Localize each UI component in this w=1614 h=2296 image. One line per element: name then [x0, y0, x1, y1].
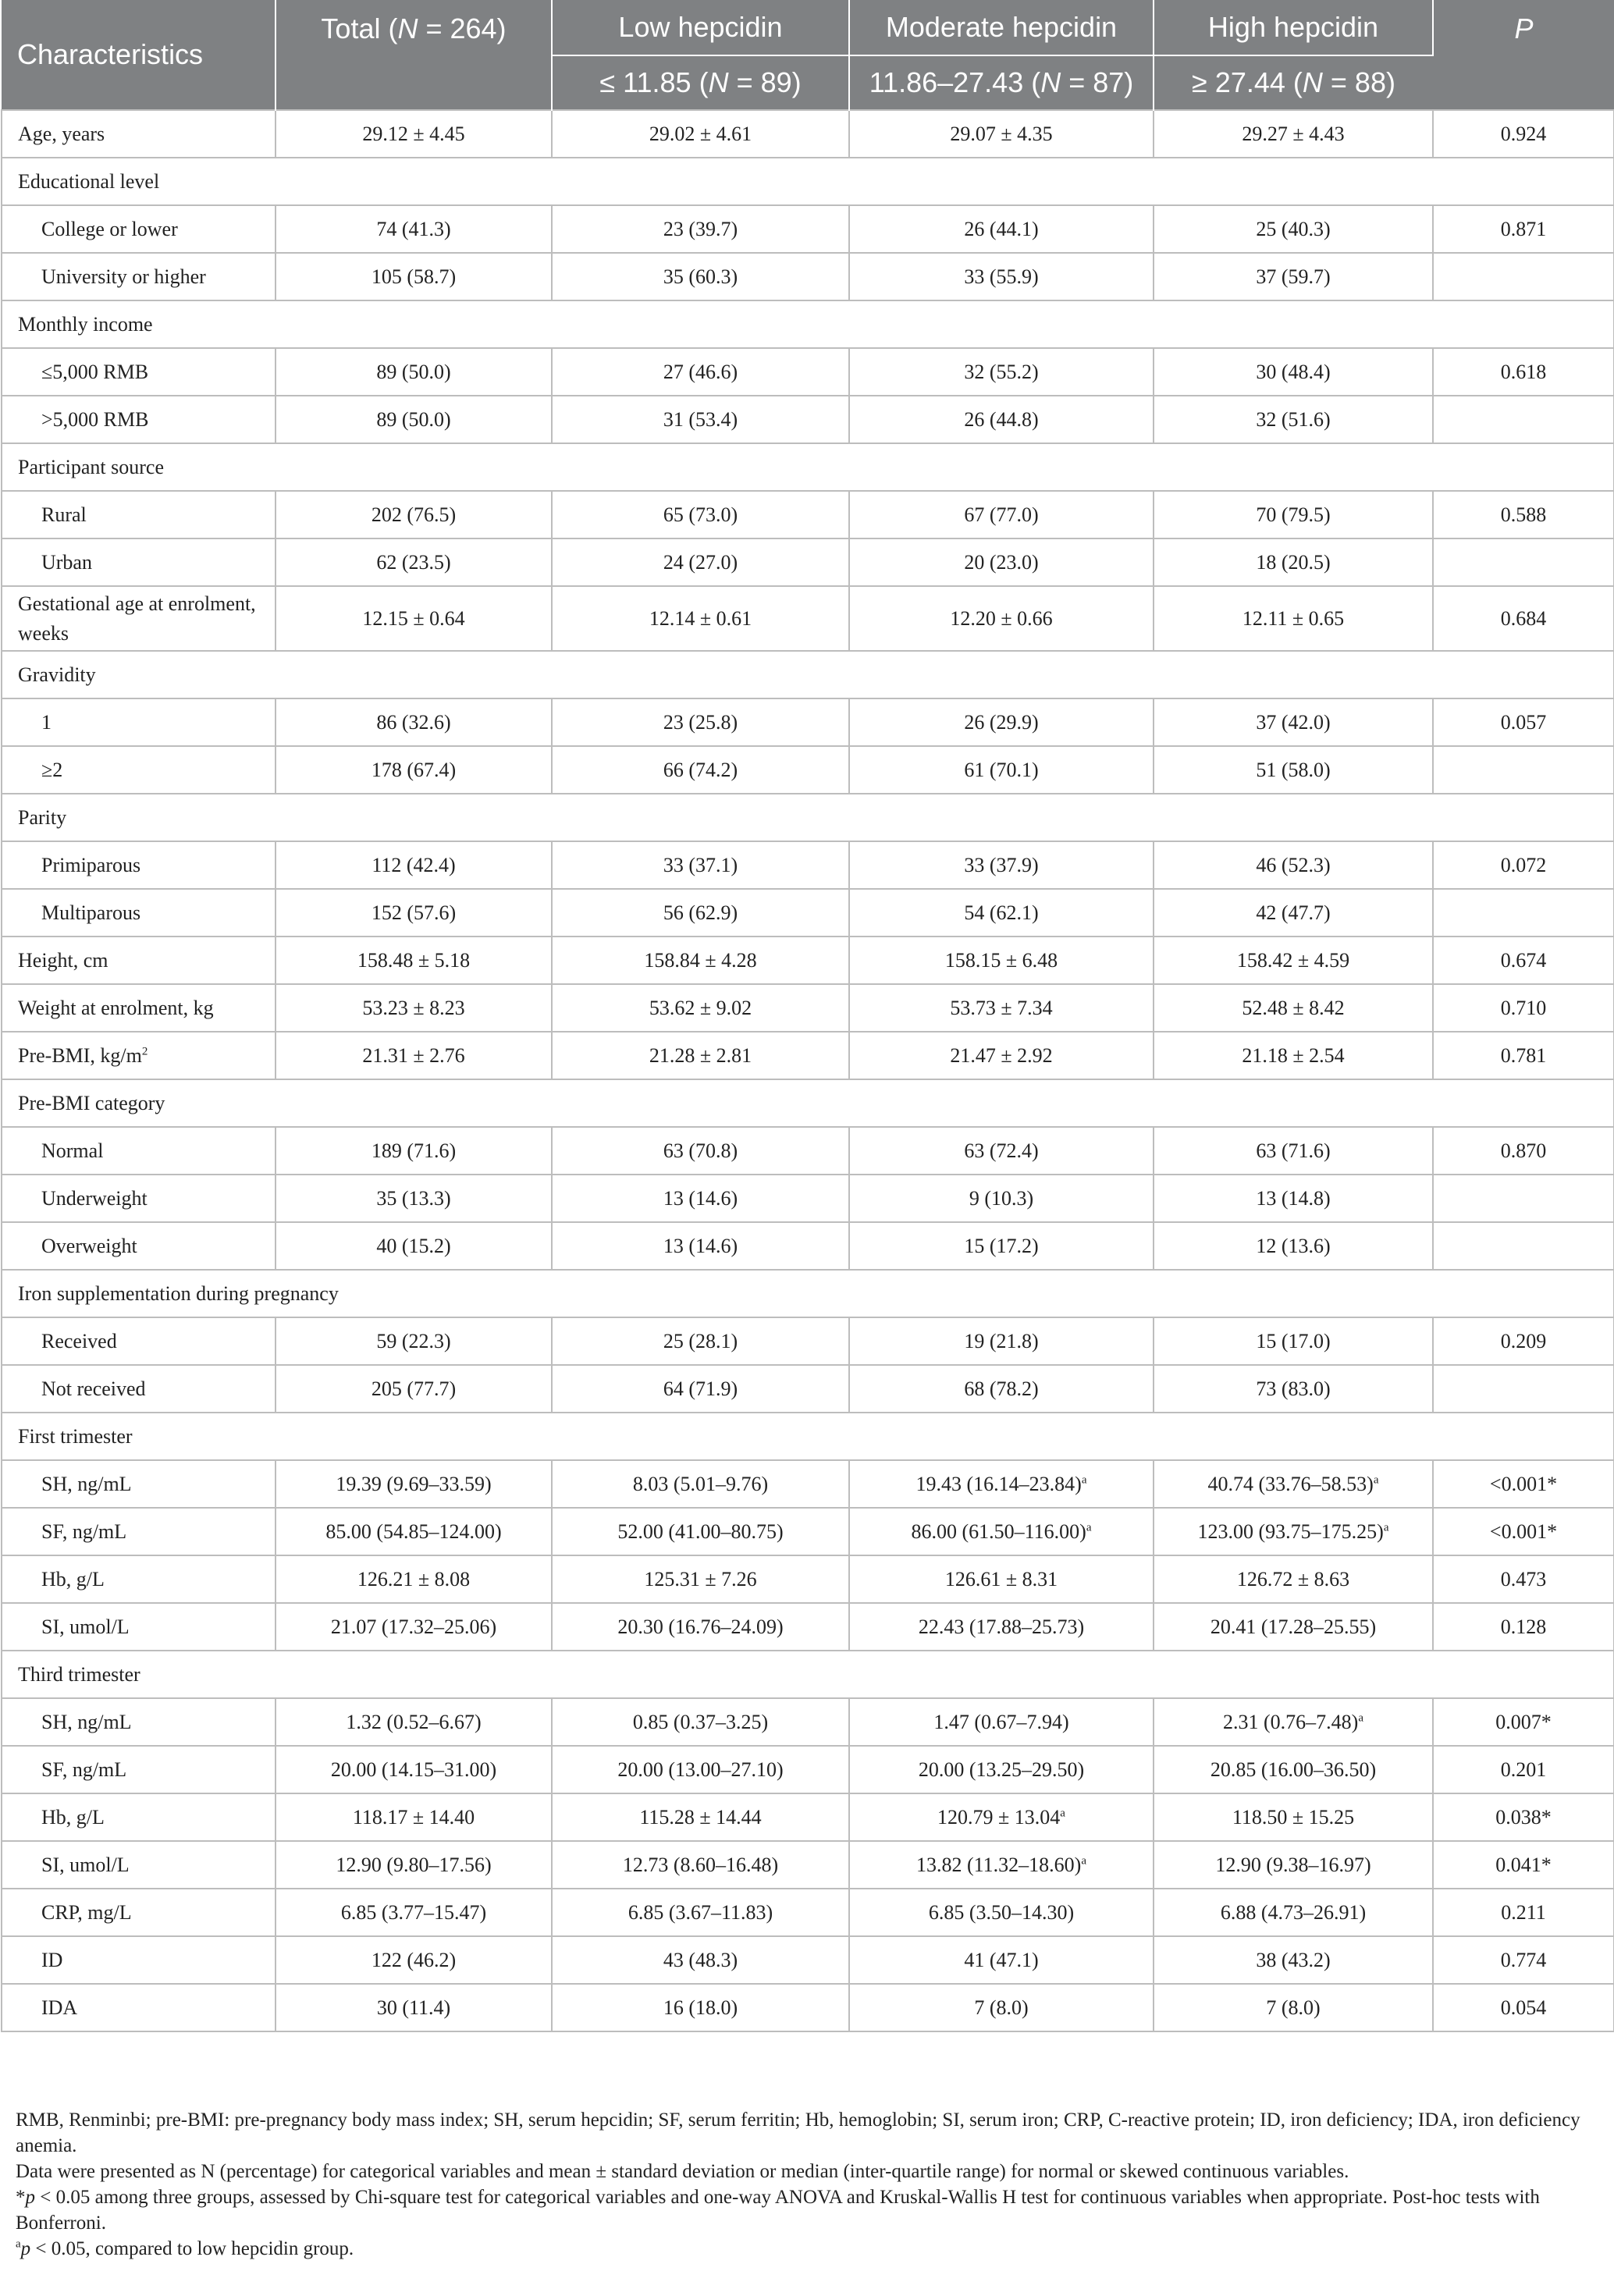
- cell-p-value: 0.209: [1433, 1317, 1614, 1365]
- cell-high-hepcidin: 42 (47.7): [1154, 889, 1433, 937]
- posthoc-marker: a: [1060, 1806, 1065, 1819]
- cell-low-hepcidin: 8.03 (5.01–9.76): [552, 1460, 849, 1508]
- cell-total: 40 (15.2): [276, 1222, 552, 1270]
- cell-p-value: <0.001*: [1433, 1460, 1614, 1508]
- row-label: SI, umol/L: [2, 1603, 276, 1651]
- cell-low-hepcidin: 24 (27.0): [552, 538, 849, 586]
- cell-moderate-hepcidin: 68 (78.2): [849, 1365, 1154, 1413]
- cell-moderate-hepcidin: 33 (37.9): [849, 841, 1154, 889]
- cell-low-hepcidin: 6.85 (3.67–11.83): [552, 1889, 849, 1936]
- table-row: [2, 205, 1614, 253]
- cell-low-hepcidin: 63 (70.8): [552, 1127, 849, 1175]
- section-row: [2, 1079, 1614, 1127]
- cell-total: 122 (46.2): [276, 1936, 552, 1984]
- cell-moderate-hepcidin: 86.00 $(61.50-116.00)^a$: [849, 1508, 1154, 1555]
- cell-p-value: 0.072: [1433, 841, 1614, 889]
- section-row: [2, 794, 1614, 841]
- section-label: Iron supplementation during pregnancy: [2, 1270, 1614, 1317]
- cell-high-hepcidin: 38 (43.2): [1154, 1936, 1433, 1984]
- cell-high-hepcidin: 21.18 ± 2.54: [1154, 1032, 1433, 1079]
- cell-total: 178 (67.4): [276, 746, 552, 794]
- table-row: [2, 1841, 1614, 1889]
- row-label: Age, years: [2, 110, 276, 158]
- cell-high-hepcidin: 15 (17.0): [1154, 1317, 1433, 1365]
- table-row: [2, 1222, 1614, 1270]
- cell-p-value: 0.057: [1433, 698, 1614, 746]
- footnote-data-presentation: Data were presented as N (percentage) for categorical variables and mean ± standard deviation or median (inter-quartile range) for normal or skewed continuous variables.: [16, 2161, 1349, 2182]
- table-row: [2, 1936, 1614, 1984]
- cell-low-hepcidin: 53.62 ± 9.02: [552, 984, 849, 1032]
- cell-p-value: [1433, 1175, 1614, 1222]
- table-row: [2, 348, 1614, 396]
- posthoc-marker: a: [1358, 1711, 1363, 1724]
- characteristics-table: [1, 0, 1614, 2032]
- cell-total: 74 (41.3): [276, 205, 552, 253]
- header-moderate-range: 11.86–27.43 (N = 87): [849, 55, 1154, 110]
- cell-moderate-hepcidin: 29.07 ± 4.35: [849, 110, 1154, 158]
- cell-low-hepcidin: 29.02 ± 4.61: [552, 110, 849, 158]
- section-label: Monthly income: [2, 300, 1614, 348]
- table-row: [2, 984, 1614, 1032]
- cell-high-hepcidin: 46 (52.3): [1154, 841, 1433, 889]
- cell-p-value: 0.774: [1433, 1936, 1614, 1984]
- cell-high-hepcidin: 12.90 (9.38–16.97): [1154, 1841, 1433, 1889]
- row-label: CRP, mg/L: [2, 1889, 276, 1936]
- cell-moderate-hepcidin: 53.73 ± 7.34: [849, 984, 1154, 1032]
- table-row: [2, 1555, 1614, 1603]
- cell-low-hepcidin: 23 (39.7): [552, 205, 849, 253]
- cell-total: 202 (76.5): [276, 491, 552, 538]
- section-label: Pre-BMI category: [2, 1079, 1614, 1127]
- cell-total: 20.00 (14.15–31.00): [276, 1746, 552, 1793]
- table-row: [2, 698, 1614, 746]
- cell-total: 126.21 ± 8.08: [276, 1555, 552, 1603]
- cell-p-value: 0.128: [1433, 1603, 1614, 1651]
- cell-moderate-hepcidin: 158.15 ± 6.48: [849, 937, 1154, 984]
- cell-moderate-hepcidin: 61 (70.1): [849, 746, 1154, 794]
- row-label: IDA: [2, 1984, 276, 2031]
- cell-low-hepcidin: 21.28 ± 2.81: [552, 1032, 849, 1079]
- cell-p-value: 0.038*: [1433, 1793, 1614, 1841]
- section-row: [2, 1270, 1614, 1317]
- row-label: >5,000 RMB: [2, 396, 276, 443]
- section-label: Parity: [2, 794, 1614, 841]
- row-label: Not received: [2, 1365, 276, 1413]
- cell-high-hepcidin: 32 (51.6): [1154, 396, 1433, 443]
- cell-total: 35 (13.3): [276, 1175, 552, 1222]
- cell-low-hepcidin: 115.28 ± 14.44: [552, 1793, 849, 1841]
- table-row: [2, 1508, 1614, 1555]
- cell-p-value: 0.211: [1433, 1889, 1614, 1936]
- table-row: [2, 1317, 1614, 1365]
- cell-high-hepcidin: 7 (8.0): [1154, 1984, 1433, 2031]
- cell-moderate-hepcidin: 63 (72.4): [849, 1127, 1154, 1175]
- cell-high-hepcidin: 126.72 ± 8.63: [1154, 1555, 1433, 1603]
- cell-low-hepcidin: 158.84 ± 4.28: [552, 937, 849, 984]
- posthoc-marker: a: [1081, 1854, 1087, 1867]
- cell-low-hepcidin: 66 (74.2): [552, 746, 849, 794]
- cell-total: 189 (71.6): [276, 1127, 552, 1175]
- cell-moderate-hepcidin: 26 (44.1): [849, 205, 1154, 253]
- footnote-abbreviations: RMB, Renminbi; pre-BMI: pre-pregnancy body mass index; SH, serum hepcidin; SF, serum ferritin; Hb, hemoglobin; SI, serum iron; CRP, C-reactive protein; ID, iron deficiency; IDA, iron deficiency anemia.: [16, 2109, 1580, 2156]
- header-high-hepcidin: High hepcidin: [1154, 0, 1433, 55]
- cell-high-hepcidin: 158.42 ± 4.59: [1154, 937, 1433, 984]
- table-row: [2, 746, 1614, 794]
- cell-p-value: 0.007*: [1433, 1698, 1614, 1746]
- table-row: [2, 937, 1614, 984]
- cell-p-value: 0.201: [1433, 1746, 1614, 1793]
- cell-low-hepcidin: 64 (71.9): [552, 1365, 849, 1413]
- cell-moderate-hepcidin: 1.47 (0.67–7.94): [849, 1698, 1154, 1746]
- table-body: [2, 110, 1614, 2031]
- cell-total: 85.00 (54.85–124.00): [276, 1508, 552, 1555]
- cell-high-hepcidin: 70 (79.5): [1154, 491, 1433, 538]
- cell-p-value: [1433, 253, 1614, 300]
- cell-moderate-hepcidin: 41 (47.1): [849, 1936, 1154, 1984]
- row-label: SF, ng/mL: [2, 1746, 276, 1793]
- section-label: Educational level: [2, 158, 1614, 205]
- cell-low-hepcidin: 33 (37.1): [552, 841, 849, 889]
- cell-high-hepcidin: 63 (71.6): [1154, 1127, 1433, 1175]
- cell-moderate-hepcidin: 19.43 $(16.14-23.84)^a$: [849, 1460, 1154, 1508]
- footnote-significance: *p < 0.05 among three groups, assessed by Chi-square test for categorical variables and one-way ANOVA and Kruskal-Wallis H test for continuous variables when appropriate. Post-hoc tests with Bonferroni.: [16, 2187, 1540, 2234]
- cell-p-value: 0.041*: [1433, 1841, 1614, 1889]
- section-row: [2, 158, 1614, 205]
- table-row: [2, 1032, 1614, 1079]
- cell-p-value: 0.871: [1433, 205, 1614, 253]
- cell-moderate-hepcidin: 15 (17.2): [849, 1222, 1154, 1270]
- cell-total: 12.90 (9.80–17.56): [276, 1841, 552, 1889]
- row-label: Urban: [2, 538, 276, 586]
- cell-moderate-hepcidin: 20 (23.0): [849, 538, 1154, 586]
- table-row: [2, 1175, 1614, 1222]
- cell-low-hepcidin: 13 (14.6): [552, 1222, 849, 1270]
- row-label: Weight at enrolment, kg: [2, 984, 276, 1032]
- cell-p-value: 0.588: [1433, 491, 1614, 538]
- cell-moderate-hepcidin: 26 (44.8): [849, 396, 1154, 443]
- cell-high-hepcidin: 25 (40.3): [1154, 205, 1433, 253]
- cell-total: 21.31 ± 2.76: [276, 1032, 552, 1079]
- cell-total: 29.12 ± 4.45: [276, 110, 552, 158]
- cell-total: 158.48 ± 5.18: [276, 937, 552, 984]
- row-label: Overweight: [2, 1222, 276, 1270]
- cell-low-hepcidin: 0.85 (0.37–3.25): [552, 1698, 849, 1746]
- table-row: [2, 1603, 1614, 1651]
- cell-moderate-hepcidin: 32 (55.2): [849, 348, 1154, 396]
- cell-low-hepcidin: 65 (73.0): [552, 491, 849, 538]
- cell-low-hepcidin: 20.30 (16.76–24.09): [552, 1603, 849, 1651]
- cell-p-value: [1433, 1222, 1614, 1270]
- cell-low-hepcidin: 125.31 ± 7.26: [552, 1555, 849, 1603]
- cell-total: 6.85 (3.77–15.47): [276, 1889, 552, 1936]
- cell-total: 112 (42.4): [276, 841, 552, 889]
- table-row: [2, 1698, 1614, 1746]
- cell-moderate-hepcidin: 6.85 (3.50–14.30): [849, 1889, 1154, 1936]
- cell-total: 105 (58.7): [276, 253, 552, 300]
- row-label: Gestational age at enrolment, weeks: [2, 586, 276, 651]
- row-label: Pre-BMI, $kg/m^2$: [2, 1032, 276, 1079]
- cell-low-hepcidin: 13 (14.6): [552, 1175, 849, 1222]
- cell-low-hepcidin: 27 (46.6): [552, 348, 849, 396]
- cell-high-hepcidin: 6.88 (4.73–26.91): [1154, 1889, 1433, 1936]
- cell-p-value: [1433, 746, 1614, 794]
- cell-moderate-hepcidin: 19 (21.8): [849, 1317, 1154, 1365]
- table-row: [2, 1746, 1614, 1793]
- cell-p-value: 0.870: [1433, 1127, 1614, 1175]
- cell-p-value: 0.618: [1433, 348, 1614, 396]
- cell-moderate-hepcidin: 9 (10.3): [849, 1175, 1154, 1222]
- cell-p-value: 0.924: [1433, 110, 1614, 158]
- cell-total: 30 (11.4): [276, 1984, 552, 2031]
- cell-moderate-hepcidin: 67 (77.0): [849, 491, 1154, 538]
- cell-high-hepcidin: 40.74 $(33.76-58.53)^a$: [1154, 1460, 1433, 1508]
- cell-high-hepcidin: 51 (58.0): [1154, 746, 1433, 794]
- row-label: SI, umol/L: [2, 1841, 276, 1889]
- cell-total: 152 (57.6): [276, 889, 552, 937]
- row-label: Rural: [2, 491, 276, 538]
- cell-moderate-hepcidin: 21.47 ± 2.92: [849, 1032, 1154, 1079]
- cell-moderate-hepcidin: 13.82 $(11.32-18.60)^a$: [849, 1841, 1154, 1889]
- cell-low-hepcidin: 52.00 (41.00–80.75): [552, 1508, 849, 1555]
- row-label: Height, cm: [2, 937, 276, 984]
- table-header: [2, 0, 1614, 110]
- cell-moderate-hepcidin: 126.61 ± 8.31: [849, 1555, 1154, 1603]
- section-label: Participant source: [2, 443, 1614, 491]
- cell-total: 1.32 (0.52–6.67): [276, 1698, 552, 1746]
- cell-moderate-hepcidin: 7 (8.0): [849, 1984, 1154, 2031]
- cell-high-hepcidin: 52.48 ± 8.42: [1154, 984, 1433, 1032]
- cell-high-hepcidin: 18 (20.5): [1154, 538, 1433, 586]
- section-row: [2, 1651, 1614, 1698]
- cell-high-hepcidin: 123.00 $(93.75-175.25)^a$: [1154, 1508, 1433, 1555]
- cell-moderate-hepcidin: 12.20 ± 0.66: [849, 586, 1154, 651]
- cell-moderate-hepcidin: 54 (62.1): [849, 889, 1154, 937]
- cell-low-hepcidin: 12.73 (8.60–16.48): [552, 1841, 849, 1889]
- table-row: [2, 1793, 1614, 1841]
- row-label: Hb, g/L: [2, 1555, 276, 1603]
- section-label: Third trimester: [2, 1651, 1614, 1698]
- cell-low-hepcidin: 20.00 (13.00–27.10): [552, 1746, 849, 1793]
- row-label: Received: [2, 1317, 276, 1365]
- cell-high-hepcidin: 13 (14.8): [1154, 1175, 1433, 1222]
- cell-total: 53.23 ± 8.23: [276, 984, 552, 1032]
- cell-high-hepcidin: 118.50 ± 15.25: [1154, 1793, 1433, 1841]
- cell-moderate-hepcidin: 20.00 (13.25–29.50): [849, 1746, 1154, 1793]
- cell-p-value: 0.473: [1433, 1555, 1614, 1603]
- cell-total: 21.07 (17.32–25.06): [276, 1603, 552, 1651]
- section-row: [2, 1413, 1614, 1460]
- row-label: ID: [2, 1936, 276, 1984]
- row-label: ≥2: [2, 746, 276, 794]
- cell-high-hepcidin: 12.11 ± 0.65: [1154, 586, 1433, 651]
- table-row: [2, 253, 1614, 300]
- cell-p-value: [1433, 889, 1614, 937]
- posthoc-marker: a: [1081, 1473, 1087, 1486]
- row-label: SF, ng/mL: [2, 1508, 276, 1555]
- cell-p-value: 0.781: [1433, 1032, 1614, 1079]
- cell-total: 59 (22.3): [276, 1317, 552, 1365]
- cell-total: 62 (23.5): [276, 538, 552, 586]
- row-label: Normal: [2, 1127, 276, 1175]
- row-label: University or higher: [2, 253, 276, 300]
- posthoc-marker: a: [1373, 1473, 1379, 1486]
- cell-p-value: 0.710: [1433, 984, 1614, 1032]
- table-row: [2, 1127, 1614, 1175]
- row-label: SH, ng/mL: [2, 1460, 276, 1508]
- cell-high-hepcidin: 2.31 $(0.76-7.48)^a$: [1154, 1698, 1433, 1746]
- section-row: [2, 651, 1614, 698]
- cell-p-value: [1433, 396, 1614, 443]
- row-label: Multiparous: [2, 889, 276, 937]
- cell-low-hepcidin: 56 (62.9): [552, 889, 849, 937]
- cell-moderate-hepcidin: 22.43 (17.88–25.73): [849, 1603, 1154, 1651]
- header-total: Total (N = 264): [276, 0, 552, 110]
- cell-moderate-hepcidin: 26 (29.9): [849, 698, 1154, 746]
- table-row: [2, 1365, 1614, 1413]
- row-label: 1: [2, 698, 276, 746]
- row-label: College or lower: [2, 205, 276, 253]
- cell-p-value: [1433, 538, 1614, 586]
- header-p-value: P: [1433, 0, 1614, 110]
- cell-low-hepcidin: 31 (53.4): [552, 396, 849, 443]
- table-row: [2, 1984, 1614, 2031]
- section-row: [2, 300, 1614, 348]
- table-row: [2, 586, 1614, 651]
- cell-total: 205 (77.7): [276, 1365, 552, 1413]
- posthoc-marker: a: [1383, 1520, 1389, 1534]
- cell-low-hepcidin: 16 (18.0): [552, 1984, 849, 2031]
- cell-low-hepcidin: 35 (60.3): [552, 253, 849, 300]
- cell-moderate-hepcidin: 120.79 ± 13.04$^a$: [849, 1793, 1154, 1841]
- table-row: [2, 1460, 1614, 1508]
- row-label: ≤5,000 RMB: [2, 348, 276, 396]
- cell-high-hepcidin: 20.85 (16.00–36.50): [1154, 1746, 1433, 1793]
- row-label: Primiparous: [2, 841, 276, 889]
- cell-p-value: [1433, 1365, 1614, 1413]
- table-row: [2, 491, 1614, 538]
- header-low-range: ≤ 11.85 (N = 89): [552, 55, 849, 110]
- header-low-hepcidin: Low hepcidin: [552, 0, 849, 55]
- cell-high-hepcidin: 37 (59.7): [1154, 253, 1433, 300]
- table-row: [2, 841, 1614, 889]
- cell-low-hepcidin: 43 (48.3): [552, 1936, 849, 1984]
- cell-total: 89 (50.0): [276, 396, 552, 443]
- cell-low-hepcidin: 12.14 ± 0.61: [552, 586, 849, 651]
- cell-total: 89 (50.0): [276, 348, 552, 396]
- table-row: [2, 538, 1614, 586]
- section-label: First trimester: [2, 1413, 1614, 1460]
- section-label: Gravidity: [2, 651, 1614, 698]
- cell-high-hepcidin: 37 (42.0): [1154, 698, 1433, 746]
- cell-total: 19.39 (9.69–33.59): [276, 1460, 552, 1508]
- table-row: [2, 1889, 1614, 1936]
- cell-high-hepcidin: 73 (83.0): [1154, 1365, 1433, 1413]
- section-row: [2, 443, 1614, 491]
- row-label: SH, ng/mL: [2, 1698, 276, 1746]
- cell-moderate-hepcidin: 33 (55.9): [849, 253, 1154, 300]
- table-row: [2, 889, 1614, 937]
- cell-high-hepcidin: 20.41 (17.28–25.55): [1154, 1603, 1433, 1651]
- cell-p-value: 0.674: [1433, 937, 1614, 984]
- table-footnotes: [16, 2107, 1600, 2262]
- cell-total: 118.17 ± 14.40: [276, 1793, 552, 1841]
- cell-high-hepcidin: 29.27 ± 4.43: [1154, 110, 1433, 158]
- table-row: [2, 396, 1614, 443]
- posthoc-marker: a: [1086, 1520, 1092, 1534]
- cell-low-hepcidin: 25 (28.1): [552, 1317, 849, 1365]
- table-row: [2, 110, 1614, 158]
- footnote-posthoc: $^a$p < 0.05, compared to low hepcidin group.: [16, 2237, 354, 2259]
- cell-p-value: 0.054: [1433, 1984, 1614, 2031]
- cell-total: 12.15 ± 0.64: [276, 586, 552, 651]
- header-characteristics: Characteristics: [2, 0, 276, 110]
- cell-high-hepcidin: 12 (13.6): [1154, 1222, 1433, 1270]
- header-moderate-hepcidin: Moderate hepcidin: [849, 0, 1154, 55]
- cell-high-hepcidin: 30 (48.4): [1154, 348, 1433, 396]
- cell-p-value: <0.001*: [1433, 1508, 1614, 1555]
- cell-total: 86 (32.6): [276, 698, 552, 746]
- cell-p-value: 0.684: [1433, 586, 1614, 651]
- row-label: Hb, g/L: [2, 1793, 276, 1841]
- header-high-range: ≥ 27.44 (N = 88): [1154, 55, 1433, 110]
- row-label: Underweight: [2, 1175, 276, 1222]
- cell-low-hepcidin: 23 (25.8): [552, 698, 849, 746]
